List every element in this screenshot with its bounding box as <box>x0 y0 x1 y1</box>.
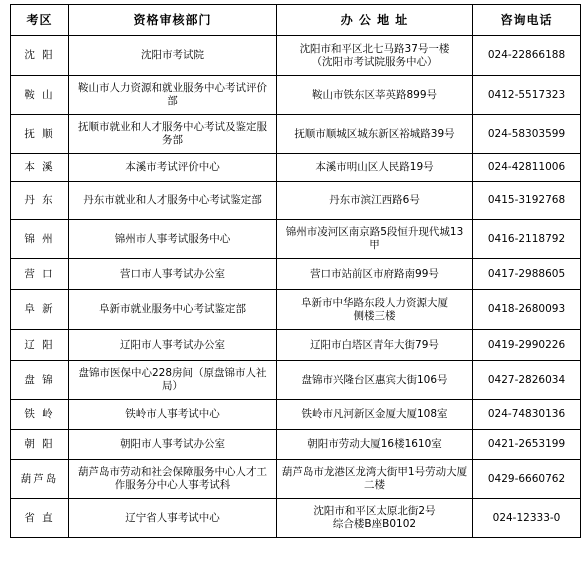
cell-department: 盘锦市医保中心228房间（原盘锦市人社局） <box>69 361 277 400</box>
cell-address: 鞍山市铁东区莘英路899号 <box>277 76 473 115</box>
cell-phone: 024-22866188 <box>473 36 581 76</box>
cell-area: 阜 新 <box>11 290 69 330</box>
contact-table <box>10 4 581 538</box>
header-address: 办 公 地 址 <box>277 5 473 36</box>
cell-phone: 0416-2118792 <box>473 220 581 259</box>
cell-area: 辽 阳 <box>11 330 69 361</box>
cell-area: 营 口 <box>11 259 69 290</box>
cell-phone: 0417-2988605 <box>473 259 581 290</box>
cell-phone: 0415-3192768 <box>473 182 581 220</box>
table-row <box>11 499 581 538</box>
cell-department: 辽阳市人事考试办公室 <box>69 330 277 361</box>
cell-department: 辽宁省人事考试中心 <box>69 499 277 538</box>
cell-area: 抚 顺 <box>11 115 69 154</box>
cell-address: 葫芦岛市龙港区龙湾大街甲1号劳动大厦二楼 <box>277 460 473 499</box>
cell-phone: 0421-2653199 <box>473 430 581 460</box>
cell-address: 营口市站前区市府路南99号 <box>277 259 473 290</box>
cell-department: 本溪市考试评价中心 <box>69 154 277 182</box>
table-row <box>11 259 581 290</box>
table-row <box>11 220 581 259</box>
table-row <box>11 115 581 154</box>
cell-area: 朝 阳 <box>11 430 69 460</box>
cell-department: 鞍山市人力资源和就业服务中心考试评价部 <box>69 76 277 115</box>
header-area: 考区 <box>11 5 69 36</box>
cell-phone: 0427-2826034 <box>473 361 581 400</box>
cell-address-text: 阜新市中华路东段人力资源大厦 侧楼三楼 <box>301 296 448 322</box>
cell-area: 盘 锦 <box>11 361 69 400</box>
cell-area: 锦 州 <box>11 220 69 259</box>
cell-area: 鞍 山 <box>11 76 69 115</box>
cell-department: 沈阳市考试院 <box>69 36 277 76</box>
cell-phone: 024-58303599 <box>473 115 581 154</box>
cell-department: 阜新市就业服务中心考试鉴定部 <box>69 290 277 330</box>
cell-phone: 024-74830136 <box>473 400 581 430</box>
header-department: 资格审核部门 <box>69 5 277 36</box>
table-row <box>11 460 581 499</box>
cell-department: 抚顺市就业和人才服务中心考试及鉴定服务部 <box>69 115 277 154</box>
cell-phone: 024-42811006 <box>473 154 581 182</box>
cell-address: 盘锦市兴隆台区惠宾大街106号 <box>277 361 473 400</box>
cell-address <box>277 36 473 76</box>
cell-area: 铁 岭 <box>11 400 69 430</box>
table-row <box>11 330 581 361</box>
cell-area: 本 溪 <box>11 154 69 182</box>
table-row <box>11 76 581 115</box>
cell-address: 锦州市凌河区南京路5段恒升现代城13甲 <box>277 220 473 259</box>
table-row <box>11 290 581 330</box>
header-phone: 咨询电话 <box>473 5 581 36</box>
table-row <box>11 430 581 460</box>
cell-area: 葫芦岛 <box>11 460 69 499</box>
table-row <box>11 400 581 430</box>
cell-address: 辽阳市白塔区青年大街79号 <box>277 330 473 361</box>
cell-address: 本溪市明山区人民路19号 <box>277 154 473 182</box>
table-row <box>11 361 581 400</box>
cell-phone: 0429-6660762 <box>473 460 581 499</box>
cell-address: 铁岭市凡河新区金厦大厦108室 <box>277 400 473 430</box>
cell-address <box>277 290 473 330</box>
cell-department: 铁岭市人事考试中心 <box>69 400 277 430</box>
cell-address: 抚顺市顺城区城东新区裕城路39号 <box>277 115 473 154</box>
cell-area: 丹 东 <box>11 182 69 220</box>
table-header-row <box>11 5 581 36</box>
cell-address <box>277 499 473 538</box>
cell-department: 营口市人事考试办公室 <box>69 259 277 290</box>
cell-phone: 0418-2680093 <box>473 290 581 330</box>
cell-address-text: 沈阳市和平区太原北街2号 综合楼B座B0102 <box>313 505 436 530</box>
cell-phone: 0412-5517323 <box>473 76 581 115</box>
cell-department: 丹东市就业和人才服务中心考试鉴定部 <box>69 182 277 220</box>
cell-address: 丹东市滨江西路6号 <box>277 182 473 220</box>
table-row <box>11 36 581 76</box>
cell-department: 朝阳市人事考试办公室 <box>69 430 277 460</box>
table-row <box>11 182 581 220</box>
cell-department: 锦州市人事考试服务中心 <box>69 220 277 259</box>
cell-address-text: 沈阳市和平区北七马路37号一楼 （沈阳市考试院服务中心） <box>299 42 450 68</box>
cell-area: 省 直 <box>11 499 69 538</box>
cell-address: 朝阳市劳动大厦16楼1610室 <box>277 430 473 460</box>
contact-table-container <box>10 4 580 538</box>
cell-department: 葫芦岛市劳动和社会保障服务中心人才工作服务分中心人事考试科 <box>69 460 277 499</box>
cell-phone: 0419-2990226 <box>473 330 581 361</box>
cell-phone: 024-12333-0 <box>473 499 581 538</box>
table-row <box>11 154 581 182</box>
cell-area: 沈 阳 <box>11 36 69 76</box>
